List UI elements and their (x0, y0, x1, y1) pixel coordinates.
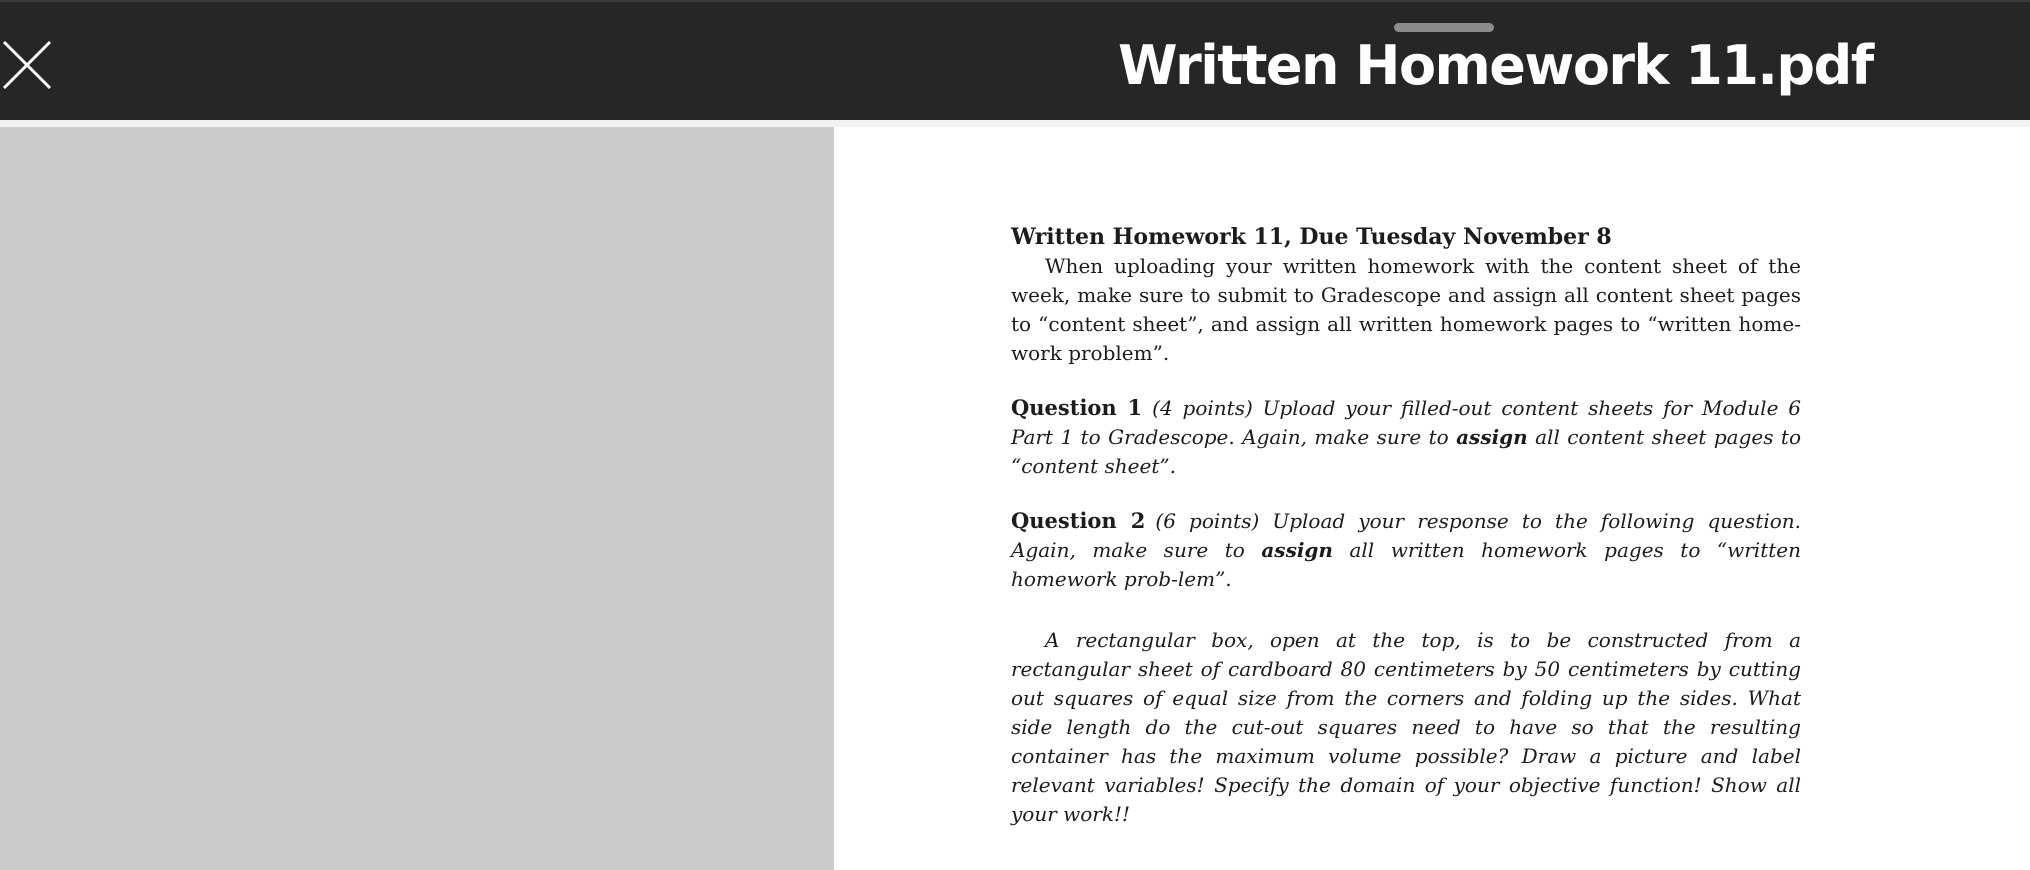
question-2-text-end: all written homework pages to “written homework prob-lem”. (1011, 538, 1801, 591)
question-2-emphasis: assign (1261, 538, 1333, 562)
page-content (1011, 222, 1801, 829)
question-1 (1011, 393, 1801, 481)
close-icon (0, 38, 56, 94)
question-1-text-end: all content sheet pages to “content sheet”. (1011, 425, 1801, 478)
toolbar-divider (0, 120, 2030, 127)
problem-statement: A rectangular box, open at the top, is to be constructed from a rectangular sheet of cardboard 80 centimeters by 50 centimeters by cutting out squares of equal size from the corners and folding up the sides. What side length do the cut-out squares need to have so that the resulting container has the maximum volume possible? Draw a picture and label relevant variables! Specify the domain of your objective function! Show all your work!! (1011, 628, 1801, 826)
pdf-page[interactable] (834, 127, 2030, 870)
question-1-emphasis: assign (1456, 425, 1528, 449)
viewer-background (0, 127, 834, 870)
question-2 (1011, 506, 1801, 594)
homework-heading: Written Homework 11, Due Tuesday November 8 (1011, 224, 1612, 250)
viewer-top-bar (0, 0, 2030, 120)
question-1-text: (4 points) Upload your filled-out content sheets for Module 6 Part 1 to Gradescope. Again, make sure to (1011, 396, 1801, 449)
document-title: Written Homework 11.pdf (1118, 34, 1873, 97)
question-1-label: Question 1 (1011, 395, 1143, 420)
question-2-label: Question 2 (1011, 508, 1146, 533)
close-button[interactable] (0, 38, 56, 94)
intro-paragraph: When uploading your written homework with the content sheet of the week, make sure to submit to Gradescope and assign all content sheet pages to “content sheet”, and assign all written homework pages to “written home-work problem”. (1011, 254, 1801, 365)
question-2-text: (6 points) Upload your response to the following question. Again, make sure to (1011, 509, 1801, 562)
